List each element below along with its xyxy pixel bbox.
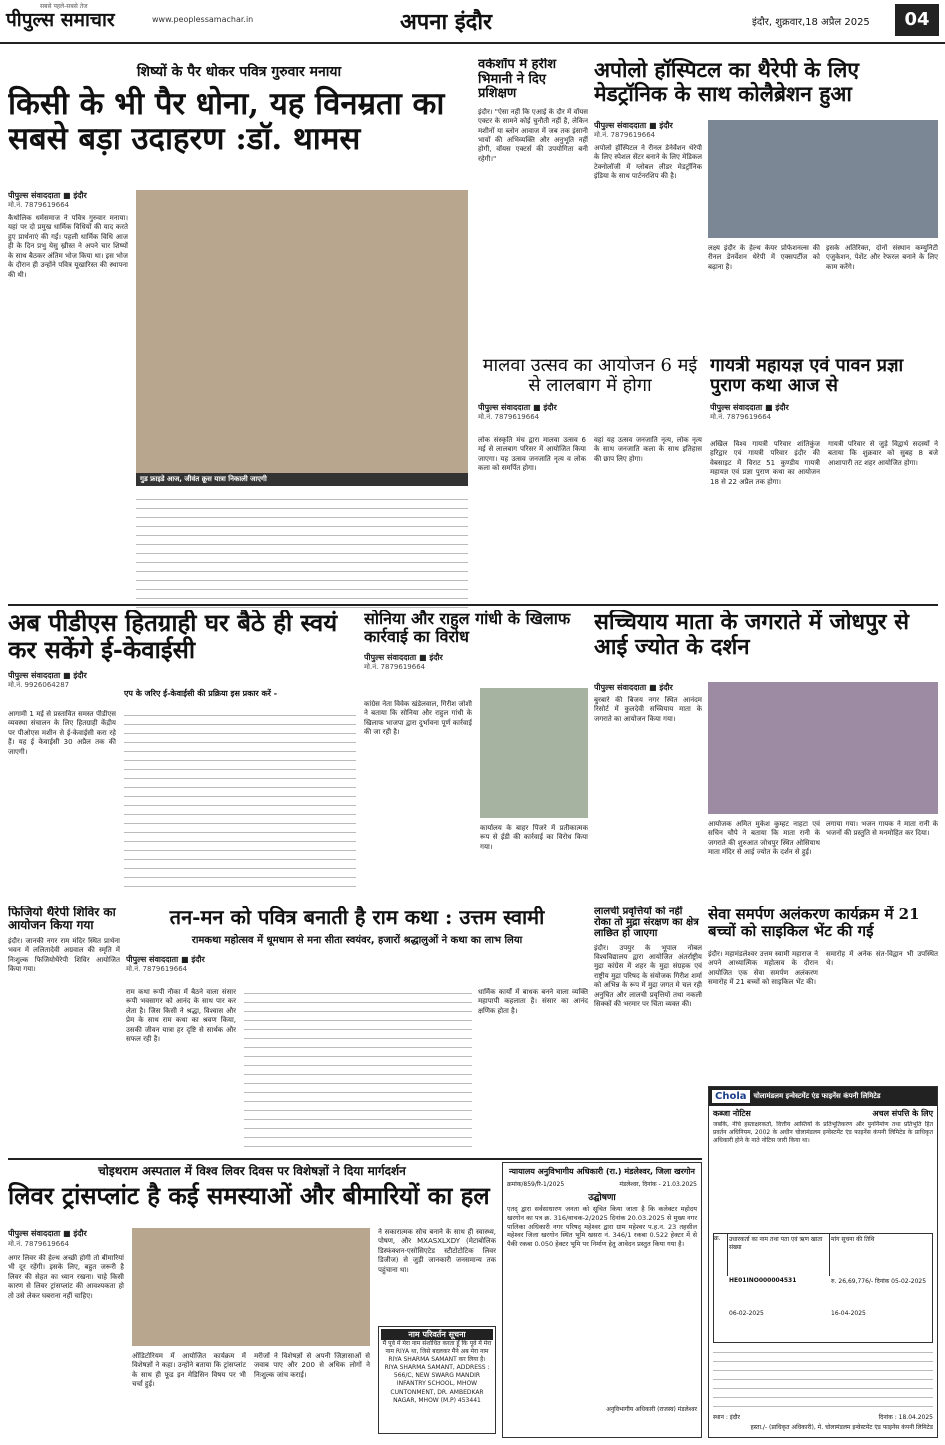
notice-date: मंडलेश्वर, दिनांक - 21.03.2025 — [619, 1181, 697, 1188]
story-byline: पीपुल्स संवाददाता ■ इंदौर — [710, 403, 789, 413]
story-headline: अपोलो हॉस्पिटल का थैरेपी के लिए मेडट्रॉनिक के साथ कोलैब्रेशन हुआ — [594, 58, 859, 106]
story-photo — [708, 682, 938, 814]
story-cycle — [708, 906, 938, 1082]
notice-title: चोलामंडलम इन्वेस्टमेंट एंड फाइनेंस कंपनी लिमिटेड — [753, 1092, 881, 1100]
notice-subtitle: उद्घोषणा — [588, 1193, 616, 1203]
story-body: इंदौर। "ऐसा नहीं कि एआई के दौर में वॉयस एक्टर के सामने कोई चुनौती नहीं है, लेकिन मशीनों या ब्लोन आवाज में जब तक इंसानी भावों की अभिव्यक्ति और अनुभूति नहीं होगी, वॉयस एक्टर्स की उपयोगिता बनी रहेगी।" — [478, 107, 588, 163]
notice-court — [502, 1162, 702, 1438]
story-malwa — [478, 356, 702, 596]
story-body: इंदौर। उपयुर के भूपाल नोबल विश्वविद्यालय द्वारा आयोजित अंतर्राष्ट्रीय मुद्रा कांग्रेस में शहर के मुद्रा संग्रहक एवं राष्ट्रीय मुद्रा परिषद के संयोजक गिरीश शर्मा को अभिन्न के रूप में मुद्रा जगत मे चल रही अनुचित और लालची प्रवृत्तियों तथा नकली सिक्कों की भरमार पर चिंता व्यक्त की। — [594, 943, 702, 1009]
story-headline: तन-मन को पवित्र बनाती है राम कथा : उत्तम स्वामी — [169, 906, 545, 929]
story-byline: पीपुल्स संवाददाता ■ इंदौर — [8, 191, 87, 200]
story-body-2: धार्मिक कार्यों में बाधक बनने वाला व्यक्ति महापापी कहलाता है। संसार का आनंद क्षणिक होता है। — [478, 988, 588, 1015]
story-headline: किसी के भी पैर धोना, यह विनम्रता का सबसे बड़ा उदाहरण :डॉ. थामस — [8, 86, 445, 157]
story-headline: अब पीडीएस हितग्राही घर बैठे ही स्वयं कर सकेंगे ई-केवाईसी — [8, 610, 338, 664]
table-head-4: मांग सूचना की तिथि — [831, 1236, 875, 1243]
logo-tagline: सबसे पहले-सबसे तेज — [40, 3, 88, 10]
story-body-2: ऑडिटोरियम में आयोजित कार्यक्रम में विशेषज्ञों ने कहा। उन्होंने बताया कि ट्रांसप्लांट के साथ ही फूड इन मेडिसिन विषय पर भी चर्चा हुई। — [132, 1352, 246, 1389]
story-photo — [136, 190, 468, 486]
story-byline: पीपुल्स संवाददाता ■ इंदौर — [8, 1229, 87, 1238]
story-columns — [136, 494, 468, 614]
story-subhead: एप के जरिए ई-केवाईसी की प्रक्रिया इस प्रकार करें - — [124, 689, 278, 698]
story-body-2: समारोह में अनेक संत-विद्वान भी उपस्थित थे। — [826, 950, 938, 968]
section-title: अपना इंदौर — [400, 9, 493, 35]
story-byline: पीपुल्स संवाददाता ■ इंदौर — [126, 955, 205, 965]
story-body: इंदौर। जानकी नगर राम मंदिर स्थित प्रार्थना भवन में ललितादेवी अग्रवाल की स्मृति में निःशुल्क फिजियोथैरेपी शिविर आयोजित किया गया। — [8, 936, 120, 974]
story-body-2: गायत्री परिवार से जुड़े विद्वार्थ सदस्यों ने बताया कि शुक्रवार को सुबह 8 बजे आशापारी तट शहर आयोजित होगा। — [828, 440, 938, 467]
story-headline: गायत्री महायज्ञ एवं पावन प्रज्ञा पुराण कथा आज से — [710, 356, 904, 397]
notice-sign: अनुविभागीय अधिकारी (राजस्व) मंडलेश्वर — [606, 1406, 697, 1413]
story-body-2: वहां यह उत्सव जनजाति नृत्य, लोक नृत्य के साथ जनजाति कला के साथ इतिहास की छाप लिए होगा। — [594, 436, 702, 463]
story-workshop — [478, 58, 588, 348]
story-headline: मालवा उत्सव का आयोजन 6 मई से लालबाग में होगा — [482, 356, 698, 397]
story-body: आगामी 1 मई से प्रस्तावित समस्त पीडीएस व्यवस्था संचालन के लिए हितग्राही केंद्रीय पर पीओएस मशीन से ई-केवाईसी करा रहे हैं। यह ई केवाईसी 30 अप्रैल तक की जाएगी। — [8, 710, 116, 756]
story-kicker: चोइथराम अस्पताल में विश्व लिवर दिवस पर विशेषज्ञों ने दिया मार्गदर्शन — [98, 1164, 406, 1178]
story-body-2: आयोजक अमित मुकेश कुम्हट नाहटा एवं सचिन चौपे ने बताया कि माता रानी के जगराते की शुरुआत जोधपुर स्थित ओसियाथ माता मंदिर से आई ज्योत के दर्शन से हुई। — [708, 820, 820, 857]
page-number: 04 — [895, 4, 939, 36]
table-head-1: क्र. — [714, 1234, 728, 1276]
story-byline: पीपुल्स संवाददाता ■ इंदौर — [478, 403, 557, 413]
notice-subtitle-2: अचल संपत्ति के लिए — [872, 1109, 933, 1118]
story-sonia — [364, 610, 588, 900]
notice-sign: हस्ता./- (प्राधिकृत अधिकारी), मे. चोलामंडलम इन्वेस्टमेंट एंड फाइनेंस कंपनी लिमिटेड — [750, 1424, 933, 1431]
website-link[interactable]: www.peoplessamachar.in — [152, 15, 254, 24]
divider — [8, 1158, 702, 1160]
story-body-2: लक्ष्य इंदौर के हेल्थ केयर प्रोफेशनल्स की रीनल डेनर्वेशन थेरेपी में एक्सपर्टीज को बढ़ाना है। — [708, 244, 820, 271]
story-headline: वर्कशॉप में हरीश भिमानी ने दिए प्रशिक्षण — [478, 58, 557, 102]
story-byline: पीपुल्स संवाददाता ■ इंदौर — [364, 652, 443, 662]
table-head-2: उधारकर्ता का नाम तथा पता एवं ऋण खाता संख्या — [728, 1234, 830, 1276]
story-body-3: लगाया गया। भजन गायक ने माता रानी के भजनों की प्रस्तुति से मनमोहित कर दिया। — [826, 820, 938, 838]
name-change-title: नाम परिवर्तन सूचना — [381, 1329, 493, 1340]
story-headline: लिवर ट्रांसप्लांट है कई समस्याओं और बीमारियों का हल — [8, 1181, 490, 1210]
story-headline: सोनिया और राहुल गांधी के खिलाफ कार्रवाई का विरोध — [364, 610, 571, 646]
story-mobile: मो.नं. 7879619664 — [8, 1240, 70, 1248]
story-body: कांग्रेस नेता विवेक खंडेलवाल, गिरीश जोशी ने बताया कि सोनिया और राहुल गांधी के खिलाफ भाजपा द्वारा दुर्भावना पूर्ण कार्रवाई की जा रही है। — [364, 700, 472, 737]
story-body-3: इसके अतिरिक्त, दोनों संस्थान कम्युनिटी एजुकेशन, पेशेंट और रेफरल बनाने के लिए काम करेंगे। — [826, 244, 938, 271]
story-apollo — [594, 58, 938, 348]
dateline: इंदौर, शुक्रवार,18 अप्रैल 2025 — [752, 17, 870, 28]
story-headline: लालची प्रवृत्तियों को नहीं रोका तो मुद्रा संरक्षण का क्षेत्र लाछित हो जाएगा — [594, 906, 699, 940]
story-liver — [8, 1162, 496, 1438]
name-change-body: मैं पूर्व में मेरा नाम संशोधित करता हूँ कि पूर्व में मेरा नाम RIYA था, जिसे बदलकर मैंने अब मेरा नाम RIYA SHARMA SAMANT कर लिया है। RIYA SHARMA SAMANT, ADDRESS : 566/C, NEW SWARG MANDIR INFANTRY SCHOOL, MHOW CUNTONMENT, DR. AMBEDKAR NAGAR, MHOW (M.P) 453441 — [382, 1340, 492, 1404]
notice-body: एतद् द्वारा सर्वसाधारण जनता को सूचित किया जाता है कि कलेक्टर महोदय खरगोन का पत्र क्र. 316/वाचक-2/2025 दिनांक 20.03.2025 से मुख्य नगर पालिका अधिकारी नगर परिषद् महेश्वर द्वारा ग्राम महेश्वर प.ह.न. 23 तहसील महेश्वर जिला खरगोन स्थित भूमि खसरा नं. 346/1 रकबा 0.522 हेक्टर में से पैकी रकबा 0.050 हेक्टर भूमि पर निर्माण हेतु आवेदन प्रस्तुत किया गया है। — [507, 1205, 697, 1249]
notice-date: दिनांक : 18.04.2025 — [878, 1414, 933, 1421]
notice-body: जबकि, नीचे हस्ताक्षरकर्ता, वित्तीय आस्तियों के प्रतिभूतिकरण और पुनर्निर्माण तथा प्रतिभूति हित प्रवर्तन अधिनियम, 2002 के अधीन चोलामंडलम इन्वेस्टमेंट एंड फाइनेंस कंपनी लिमिटेड के प्राधिकृत अधिकारी होने के नाते नोटिस जारी किया था। — [713, 1121, 933, 1145]
masthead — [0, 0, 945, 44]
story-body-4: ने सकारात्मक सोच बनाने के साथ ही स्वास्थ्य, पोषण, और MXASXLXDY (मेटाबोलिक डिस्फंक्शन-एसोसिएटेड स्टीटोटोटिक लिवर डिजीज) से जुड़ी जानकारी जनसमान्य तक पहुंचाना था। — [378, 1228, 496, 1274]
story-body-2: कार्यालय के बाहर पिंजरे में प्रतीकात्मक रूप से ईडी की कार्रवाई का विरोध किया गया। — [480, 824, 588, 851]
story-body: लोक संस्कृति मंच द्वारा मालवा उत्सव 6 मई से लालबाग परिसर में आयोजित किया जाएगा। यह उत्सव जनजाति नृत्य व लोक कला को समर्पित होगा। — [478, 436, 586, 473]
newspaper-logo: पीपुल्स समाचार — [6, 9, 115, 31]
notice-chola — [708, 1086, 938, 1438]
story-body: अगर लिवर की हेल्थ अच्छी होगी तो बीमारियां भी दूर रहेंगी। इसके लिए, बहुत जरूरी है लिवर की सेहत का ध्यान रखना। चाहे किसी कारण से लिवर ट्रांसप्लांट की आवश्यकता हो तो उसे लेकर घबराना नहीं चाहिए। — [8, 1254, 124, 1300]
row-date-2: 16-04-2025 — [831, 1310, 866, 1318]
story-mobile: मो.नं. 7879619664 — [710, 413, 772, 422]
story-lalmi — [594, 906, 702, 1154]
notice-subtitle: कब्जा नोटिस — [713, 1109, 751, 1118]
notice-table — [713, 1233, 933, 1343]
story-pds — [8, 610, 356, 900]
story-body: राम कथा रूपी नौका में बैठने वाला संसार रूपी भवसागर को आनंद के साथ पार कर लेता है। जिस किसी ने श्रद्धा, विश्वास और प्रेम के साथ राम कथा का श्रवण किया, उसकी जीवन यात्रा हर दृष्टि से सार्थक और सफल रही है। — [126, 988, 236, 1044]
story-mobile: मो.नं. 7879619664 — [364, 662, 426, 671]
story-body: कैथोलिक धर्मसमाज ने पवित्र गुरुवार मनाया। यहां पर दो प्रमुख धार्मिक विधियों की याद करते हुए प्रार्थनाएं की गईं। पहली धार्मिक विधि आज ही के दिन प्रभु येसु ख्रीस्त ने अपने चार शिष्यों के साथ बैठकर अंतिम भोज किया था। इस भोज के दौरान ही उन्होंने पवित्र यूखारिस्त की स्थापना की थी। — [8, 214, 128, 279]
story-mobile: मो.नं. 7879619664 — [594, 131, 656, 139]
story-photo — [480, 688, 588, 818]
story-kicker: शिष्यों के पैर धोकर पवित्र गुरुवार मनाया — [136, 64, 342, 80]
story-byline: पीपुल्स संवाददाता ■ इंदौर — [8, 670, 87, 680]
chola-logo: Chola — [712, 1090, 750, 1103]
story-thomas — [8, 58, 470, 623]
name-change-notice — [378, 1326, 496, 1434]
story-jodhpur — [594, 610, 938, 900]
story-gayatri — [710, 356, 938, 596]
story-body: अपोलो हॉस्पिटल ने रीनल डेनेर्वेशन थेरेपी के लिए स्पेशल सेंटर बनाने के लिए मेडिकल टेक्नोलॉजी में ग्लोबल लीडर मेडट्रॉनिक इंडिया के साथ पार्टनरशिप की है। — [594, 144, 702, 181]
story-headline: फिजियो थैरेपी शिविर का आयोजन किया गया — [8, 906, 116, 933]
story-body: इंदौर। महामंडलेश्वर उत्तम स्वामी महाराज ने अपने आध्यात्मिक महोत्सव के दौरान आयोजित एक सेवा समर्पण अलंकरण समारोह में 21 बच्चों को साइकिल भेंट की। — [708, 950, 818, 987]
story-headline: सेवा समर्पण अलंकरण कार्यक्रम में 21 बच्चों को साइकिल भेंट की गई — [708, 906, 920, 940]
story-columns — [244, 988, 472, 1148]
story-body: बुरबारे की बिजय नगर स्थित आनंदम रिसोर्ट में कुलदेवी सच्चियाय माता के जगराते का आयोजन किया गया। — [594, 696, 702, 723]
story-mobile: मो.नं. 7879619664 — [8, 201, 70, 209]
notice-ref: क्रमांक/859/रि-1/2025 — [507, 1181, 565, 1188]
story-mobile: मो.नं. 7879619664 — [126, 965, 188, 974]
notice-place: स्थान : इंदौर — [713, 1414, 740, 1421]
story-body-3: मरीजों ने विशेषज्ञों से अपनी जिज्ञासाओं से जवाब पाए और 200 से अधिक लोगों ने निःशुल्क जांच कराई। — [254, 1352, 370, 1379]
story-photo — [708, 120, 938, 238]
story-columns — [124, 710, 356, 890]
story-ramkatha — [126, 906, 588, 1154]
story-headline: सच्चियाय माता के जगराते में जोधपुर से आई ज्योत के दर्शन — [594, 610, 910, 660]
story-mobile: मो.नं. 7879619664 — [478, 413, 540, 422]
notice-title: न्यायालय अनुविभागीय अधिकारी (रा.) मंडलेश्वर, जिला खरगोन — [509, 1167, 695, 1176]
row-amount: रु. 26,69,776/- दिनांक 05-02-2025 — [831, 1277, 927, 1285]
loan-number: HE01INO000004531 — [729, 1276, 797, 1284]
story-photo — [132, 1228, 370, 1346]
story-byline: पीपुल्स संवाददाता ■ इंदौर — [594, 121, 673, 130]
notice-lines — [713, 1347, 933, 1409]
story-body: अखिल विश्व गायत्री परिवार शांतिकुंज हरिद्वार एवं गायत्री परिवार इंदौर की वेबसाइट में विराट 51 कुण्डीय गायत्री महायज्ञ एवं प्रज्ञा पुराण कथा का आयोजन 18 से 22 अप्रैल तक होगा। — [710, 440, 820, 486]
story-physio — [8, 906, 120, 1154]
divider — [8, 604, 938, 606]
story-mobile: मो.नं. 9926064287 — [8, 680, 70, 689]
story-byline: पीपुल्स संवाददाता ■ इंदौर — [594, 683, 673, 692]
row-date-1: 06-02-2025 — [729, 1310, 764, 1318]
photo-caption: गुड फ्राइडे आज, जीवंत क्रूस यात्रा निकाली जाएगी — [136, 473, 468, 486]
story-subhead: रामकथा महोत्सव में धूमधाम से मना सीता स्वयंवर, हजारों श्रद्धालुओं ने कथा का लाभ लिया — [191, 935, 523, 947]
